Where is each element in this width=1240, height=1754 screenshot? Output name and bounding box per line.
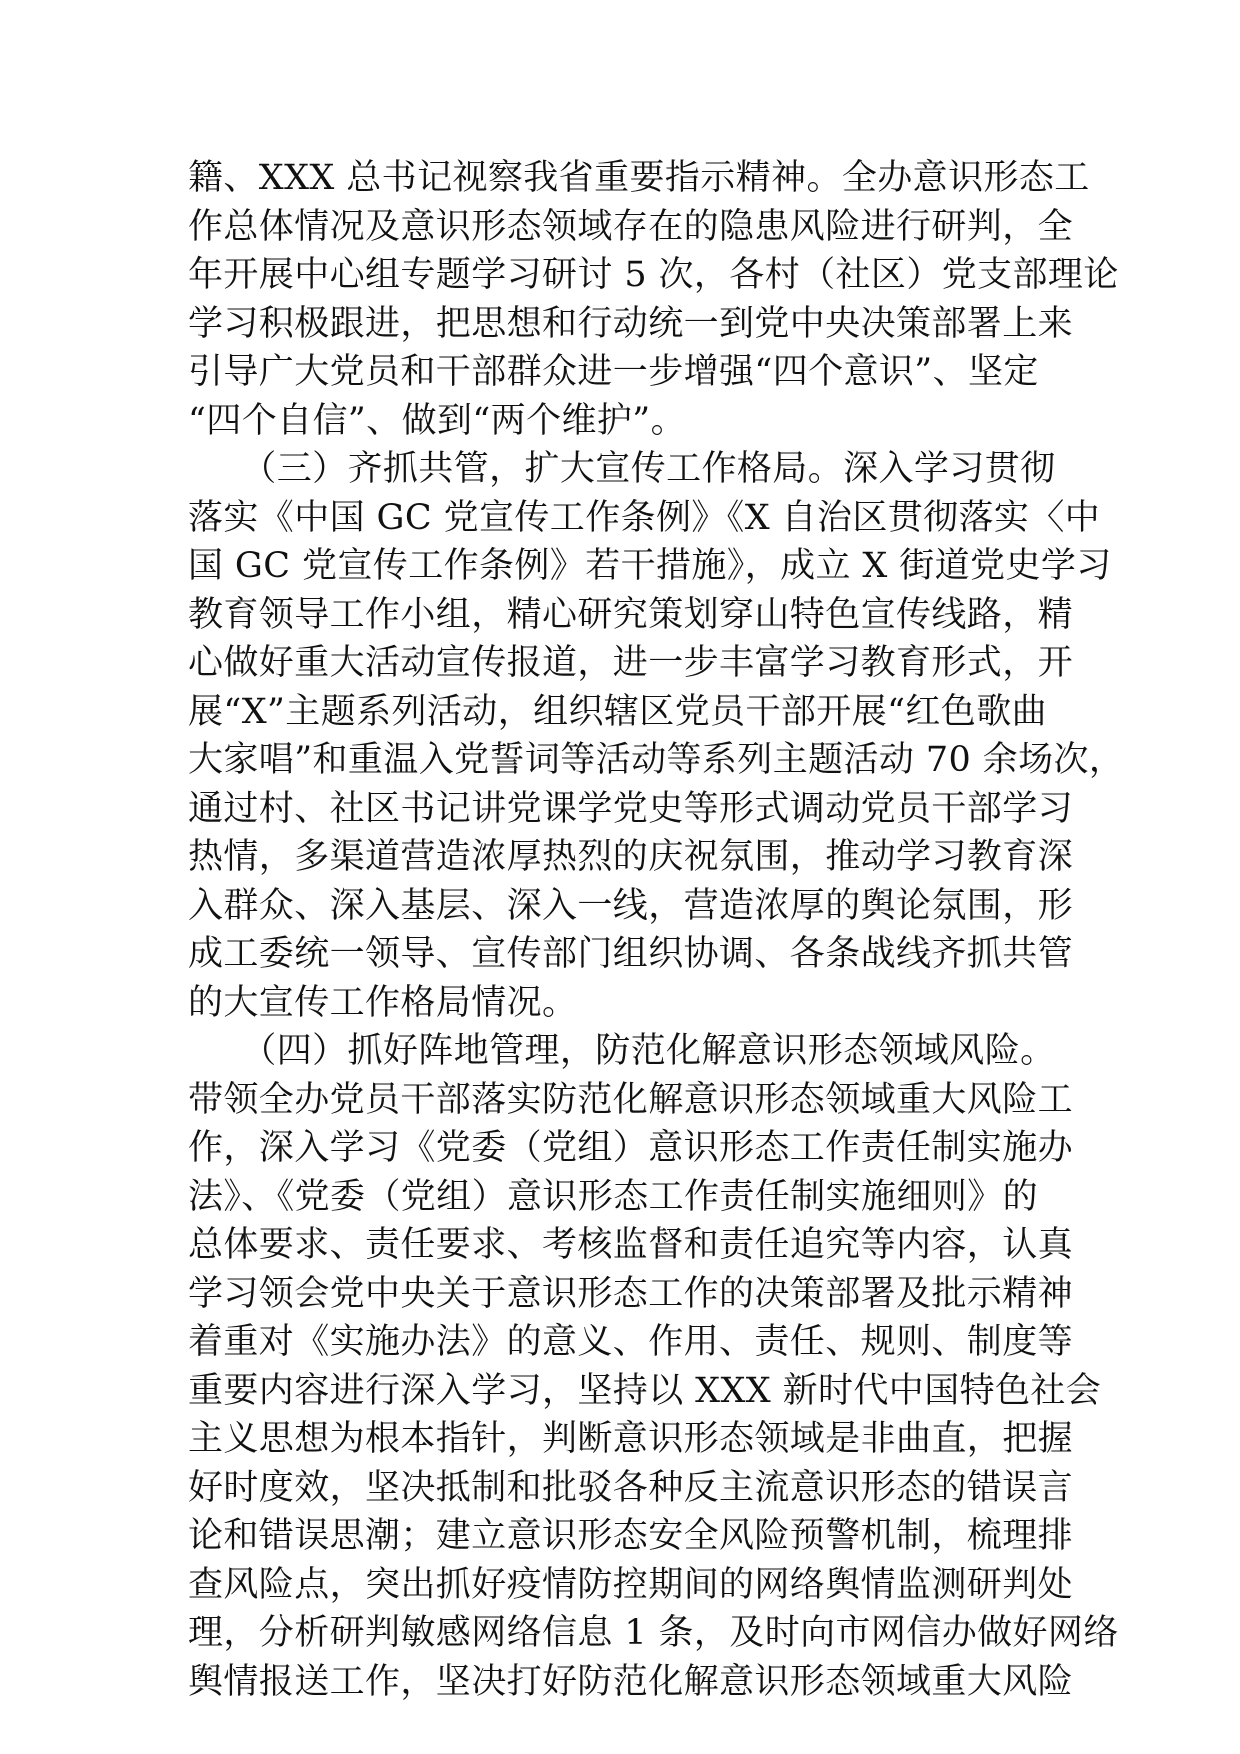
- text-line: 好时度效，坚决抵制和批驳各种反主流意识形态的错误言: [188, 1467, 1074, 1508]
- text-line: 理，分析研判敏感网络信息 1 条，及时向市网信办做好网络: [188, 1613, 1119, 1653]
- text-line: 作，深入学习《党委（党组）意识形态工作责任制实施办: [188, 1128, 1074, 1168]
- text-line: 学习积极跟进，把思想和行动统一到党中央决策部署上来: [188, 303, 1074, 344]
- text-line: 热情，多渠道营造浓厚热烈的庆祝氛围，推动学习教育深: [188, 837, 1074, 877]
- text-line: 入群众、深入基层、深入一线，营造浓厚的舆论氛围，形: [188, 885, 1074, 926]
- text-line: 国 GC 党宣传工作条例》若干措施》，成立 X 街道党史学习: [188, 546, 1112, 586]
- text-line: 通过村、社区书记讲党课学党史等形式调动党员干部学习: [188, 788, 1074, 829]
- text-line: 作总体情况及意识形态领域存在的隐患风险进行研判，全: [188, 206, 1074, 247]
- text-line: 着重对《实施办法》的意义、作用、责任、规则、制度等: [188, 1322, 1074, 1362]
- text-line: 成工委统一领导、宣传部门组织协调、各条战线齐抓共管: [188, 934, 1074, 974]
- text-line: 教育领导工作小组，精心研究策划穿山特色宣传线路，精: [188, 594, 1074, 635]
- text-line: 舆情报送工作，坚决打好防范化解意识形态领域重大风险: [188, 1661, 1074, 1702]
- text-line: 查风险点，突出抓好疫情防控期间的网络舆情监测研判处: [188, 1564, 1074, 1605]
- text-line: “四个自信”、做到“两个维护”。: [188, 400, 686, 441]
- text-line: 总体要求、责任要求、考核监督和责任追究等内容，认真: [188, 1225, 1074, 1265]
- text-line: 引导广大党员和干部群众进一步增强“四个意识”、坚定: [188, 352, 1039, 392]
- text-line: 重要内容进行深入学习，坚持以 XXX 新时代中国特色社会: [188, 1370, 1102, 1411]
- text-line: 年开展中心组专题学习研讨 5 次，各村（社区）党支部理论: [188, 255, 1119, 295]
- text-line: 落实《中国 GC 党宣传工作条例》《X 自治区贯彻落实〈中: [188, 497, 1101, 538]
- text-line: 籍、XXX 总书记视察我省重要指示精神。全办意识形态工: [188, 158, 1090, 198]
- text-line: 大家唱”和重温入党誓词等活动等系列主题活动 70 余场次，: [188, 740, 1125, 780]
- text-line: 心做好重大活动宣传报道，进一步丰富学习教育形式，开: [188, 643, 1074, 683]
- text-line: 学习领会党中央关于意识形态工作的决策部署及批示精神: [188, 1273, 1074, 1314]
- text-line: 论和错误思潮；建立意识形态安全风险预警机制，梳理排: [188, 1516, 1074, 1556]
- text-line: 展“X”主题系列活动，组织辖区党员干部开展“红色歌曲: [188, 691, 1047, 732]
- section-heading-line: （四）抓好阵地管理，防范化解意识形态领域风险。: [188, 1031, 1056, 1071]
- text-line: 法》、《党委（党组）意识形态工作责任制实施细则》的: [188, 1176, 1039, 1217]
- text-line: 的大宣传工作格局情况。: [188, 982, 578, 1023]
- document-body-text: [188, 154, 1125, 1706]
- text-line: 带领全办党员干部落实防范化解意识形态领域重大风险工: [188, 1079, 1074, 1120]
- section-heading-line: （三）齐抓共管，扩大宣传工作格局。深入学习贯彻: [188, 449, 1056, 489]
- text-line: 主义思想为根本指针，判断意识形态领域是非曲直，把握: [188, 1419, 1074, 1459]
